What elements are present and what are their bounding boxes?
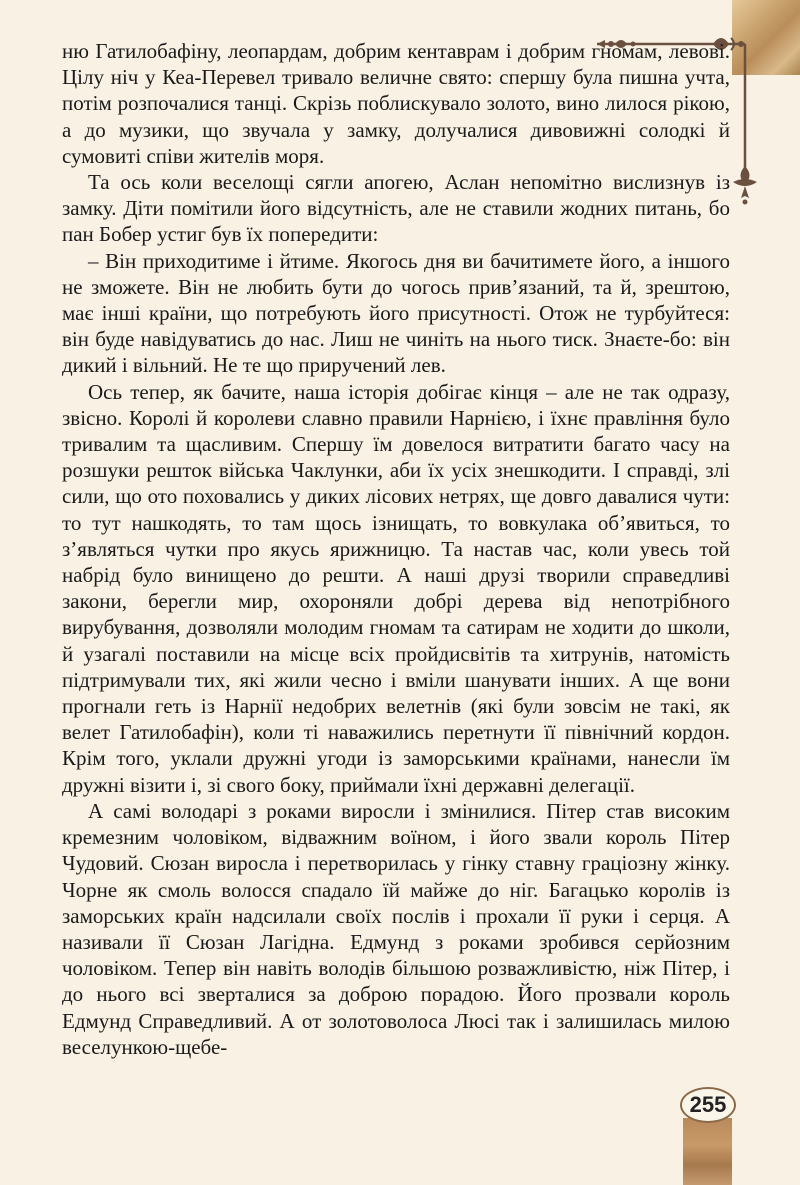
paragraph: ню Гатилобафіну, леопардам, добрим кентаврам і добрим гномам, левові. Цілу ніч у Кеа-Перевел тривало величне свято: спершу була пишна учта, потім розпочалися танці. Скрізь поблискувало золото, вино лилося рікою, а до музики, що звучала у замку, долучалися дивовижні солодкі й сумовиті співи жителів моря. xyxy=(62,39,730,168)
book-text xyxy=(62,38,730,1060)
paragraph: Та ось коли веселощі сягли апогею, Аслан непомітно вислизнув із замку. Діти помітили його відсутність, але не ставили жодних питань, бо пан Бобер устиг був їх попередити: xyxy=(62,170,730,247)
paragraph: А самі володарі з роками виросли і змінилися. Пітер став високим кремезним чоловіком, відважним воїном, і його звали король Пітер Чудовий. Сюзан виросла і перетворилась у гінку ставну граціозну жінку. Чорне як смоль волосся спадало їй майже до ніг. Багацько королів із заморських країн надсилали своїх послів і прохали її руки і серця. А називали її Сюзан Лагідна. Едмунд з роками зробився серйозним чоловіком. Тепер він навіть володів більшою розважливістю, ніж Пітер, і до нього всі зверталися за доброю порадою. Його прозвали король Едмунд Справедливий. А от золотоволоса Люсі так і залишилась милою веселункою-щебе- xyxy=(62,798,730,1059)
page-number: 255 xyxy=(680,1087,736,1123)
paragraph: Ось тепер, як бачите, наша історія добігає кінця – але не так одразу, звісно. Королі й королеви славно правили Нарнією, і їхнє правління було тривалим та щасливим. Спершу їм довелося витратити багато часу на розшуки решток війська Чаклунки, аби їх усіх знешкодити. І справді, злі сили, що ото поховались у диких лісових нетрях, ще довго давалися чути: то тут нашкодять, то там щось ізнищать, то вовкулака об’явиться, то з’являться чутки про якусь ярижницю. Та настав час, коли увесь той набрід було винищено до решти. А наші друзі творили справедливі закони, берегли мир, охороняли добрі дерева від непотрібного вирубування, дозволяли молодим гномам та сатирам не ходити до школи, й узагалі поставили на місце всіх пройдисвітів та хитрунів, натомість підтримували тих, які жили чесно і вміли шанувати інших. А ще вони прогнали геть із Нарнії недобрих велетнів (які були зовсім не такі, як велет Гатилобафін), коли ті наважились перетнути її північний кордон. Крім того, уклали дружні угоди із заморськими країнами, нанесли їм дружні візити і, зі свого боку, приймали їхні державні делегації. xyxy=(62,379,730,797)
bottom-side-illustration xyxy=(683,1118,732,1185)
paragraph: – Він приходитиме і йтиме. Якогось дня ви бачитимете його, а іншого не зможете. Він не любить бути до чогось прив’язаний, та й, зрештою, має інші країни, що потребують його присутності. Отож не турбуйтеся: він буде навідуватись до нас. Лиш не чиніть на нього тиск. Знаєте-бо: він дикий і вільний. Не те що приручений лев. xyxy=(62,248,730,378)
